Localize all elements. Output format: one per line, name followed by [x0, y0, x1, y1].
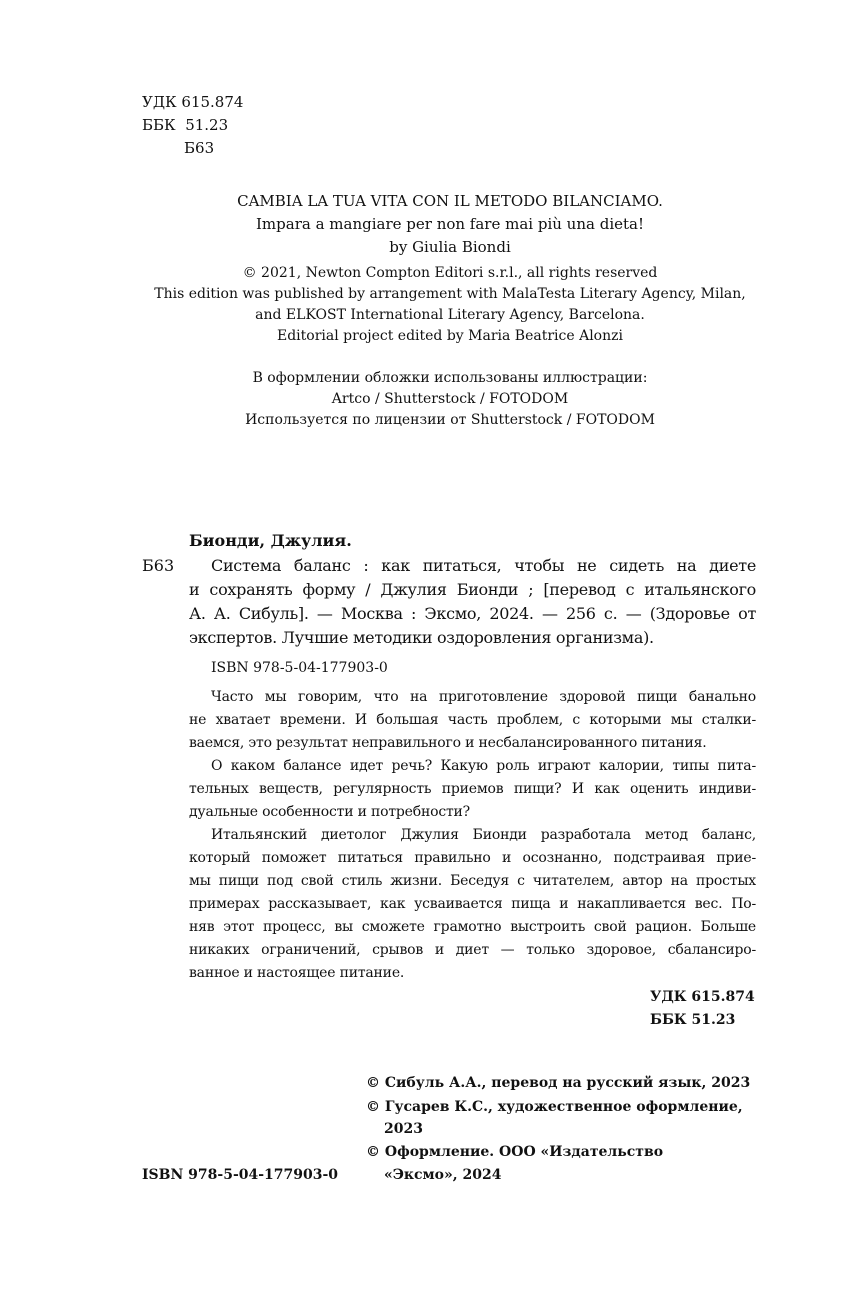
udk-code: УДК 615.874	[142, 93, 244, 111]
annotation-line: няв этот процесс, вы сможете грамотно выстроить свой рацион. Больше	[189, 919, 756, 935]
bbk-code-bottom: ББК 51.23	[650, 1012, 736, 1028]
illustrations-line: Используется по лицензии от Shutterstock / FOTODOM	[245, 412, 655, 428]
annotation-line: никаких ограничений, срывов и диет — только здоровое, сбалансиро-	[189, 942, 756, 958]
rights-line: © 2021, Newton Compton Editori s.r.l., all rights reserved	[242, 265, 658, 281]
annotation-line: ванное и настоящее питание.	[189, 965, 405, 981]
original-author: by Giulia Biondi	[389, 238, 511, 256]
udk-code-bottom: УДК 615.874	[650, 989, 755, 1005]
catalog-entry-line: экспертов. Лучшие методики оздоровления организма).	[189, 628, 654, 647]
copyright-line: 2023	[384, 1121, 423, 1137]
copyright-line: © Гусарев К.С., художественное оформление,	[366, 1099, 743, 1115]
catalog-entry-line: и сохранять форму / Джулия Бионди ; [перевод с итальянского	[189, 580, 756, 599]
original-title: CAMBIA LA TUA VITA CON IL METODO BILANCIAMO.	[237, 192, 663, 210]
bbk-code: ББК 51.23	[142, 116, 229, 134]
catalog-isbn: ISBN 978-5-04-177903-0	[211, 660, 388, 676]
catalog-author-heading: Бионди, Джулия.	[189, 531, 352, 550]
annotation-line: примерах рассказывает, как усваивается пища и накапливается вес. По-	[189, 896, 756, 912]
annotation-line: Итальянский диетолог Джулия Бионди разработала метод баланс,	[211, 827, 756, 843]
rights-line: Editorial project edited by Maria Beatrice Alonzi	[277, 328, 623, 344]
illustrations-line: В оформлении обложки использованы иллюстрации:	[252, 370, 648, 386]
annotation-line: мы пищи под свой стиль жизни. Беседуя с читателем, автор на простых	[189, 873, 756, 889]
author-mark: Б63	[184, 139, 215, 157]
annotation-line: дуальные особенности и потребности?	[189, 804, 470, 820]
rights-line: This edition was published by arrangement with MalaTesta Literary Agency, Milan,	[154, 286, 746, 302]
catalog-entry-line: Система баланс : как питаться, чтобы не сидеть на диете	[211, 556, 756, 575]
annotation-line: Часто мы говорим, что на приготовление здоровой пищи банально	[211, 689, 756, 705]
isbn-bottom: ISBN 978-5-04-177903-0	[142, 1167, 339, 1183]
annotation-line: не хватает времени. И большая часть проблем, с которыми мы сталки-	[189, 712, 756, 728]
illustrations-line: Artco / Shutterstock / FOTODOM	[331, 391, 569, 407]
catalog-entry-line: А. А. Сибуль]. — Москва : Эксмо, 2024. — 256 с. — (Здоровье от	[189, 604, 756, 623]
annotation-line: тельных веществ, регулярность приемов пищи? И как оценить индиви-	[189, 781, 756, 797]
catalog-mark: Б63	[142, 556, 175, 575]
annotation-line: ваемся, это результат неправильного и несбалансированного питания.	[189, 735, 707, 751]
copyright-line: «Эксмо», 2024	[384, 1167, 502, 1183]
copyright-line: © Сибуль А.А., перевод на русский язык, 2023	[366, 1075, 751, 1091]
rights-line: and ELKOST International Literary Agency, Barcelona.	[255, 307, 645, 323]
original-subtitle: Impara a mangiare per non fare mai più una dieta!	[256, 215, 644, 233]
annotation-line: который поможет питаться правильно и осознанно, подстраивая прие-	[189, 850, 756, 866]
copyright-line: © Оформление. ООО «Издательство	[366, 1144, 664, 1160]
annotation-line: О каком балансе идет речь? Какую роль играют калории, типы пита-	[211, 758, 756, 774]
